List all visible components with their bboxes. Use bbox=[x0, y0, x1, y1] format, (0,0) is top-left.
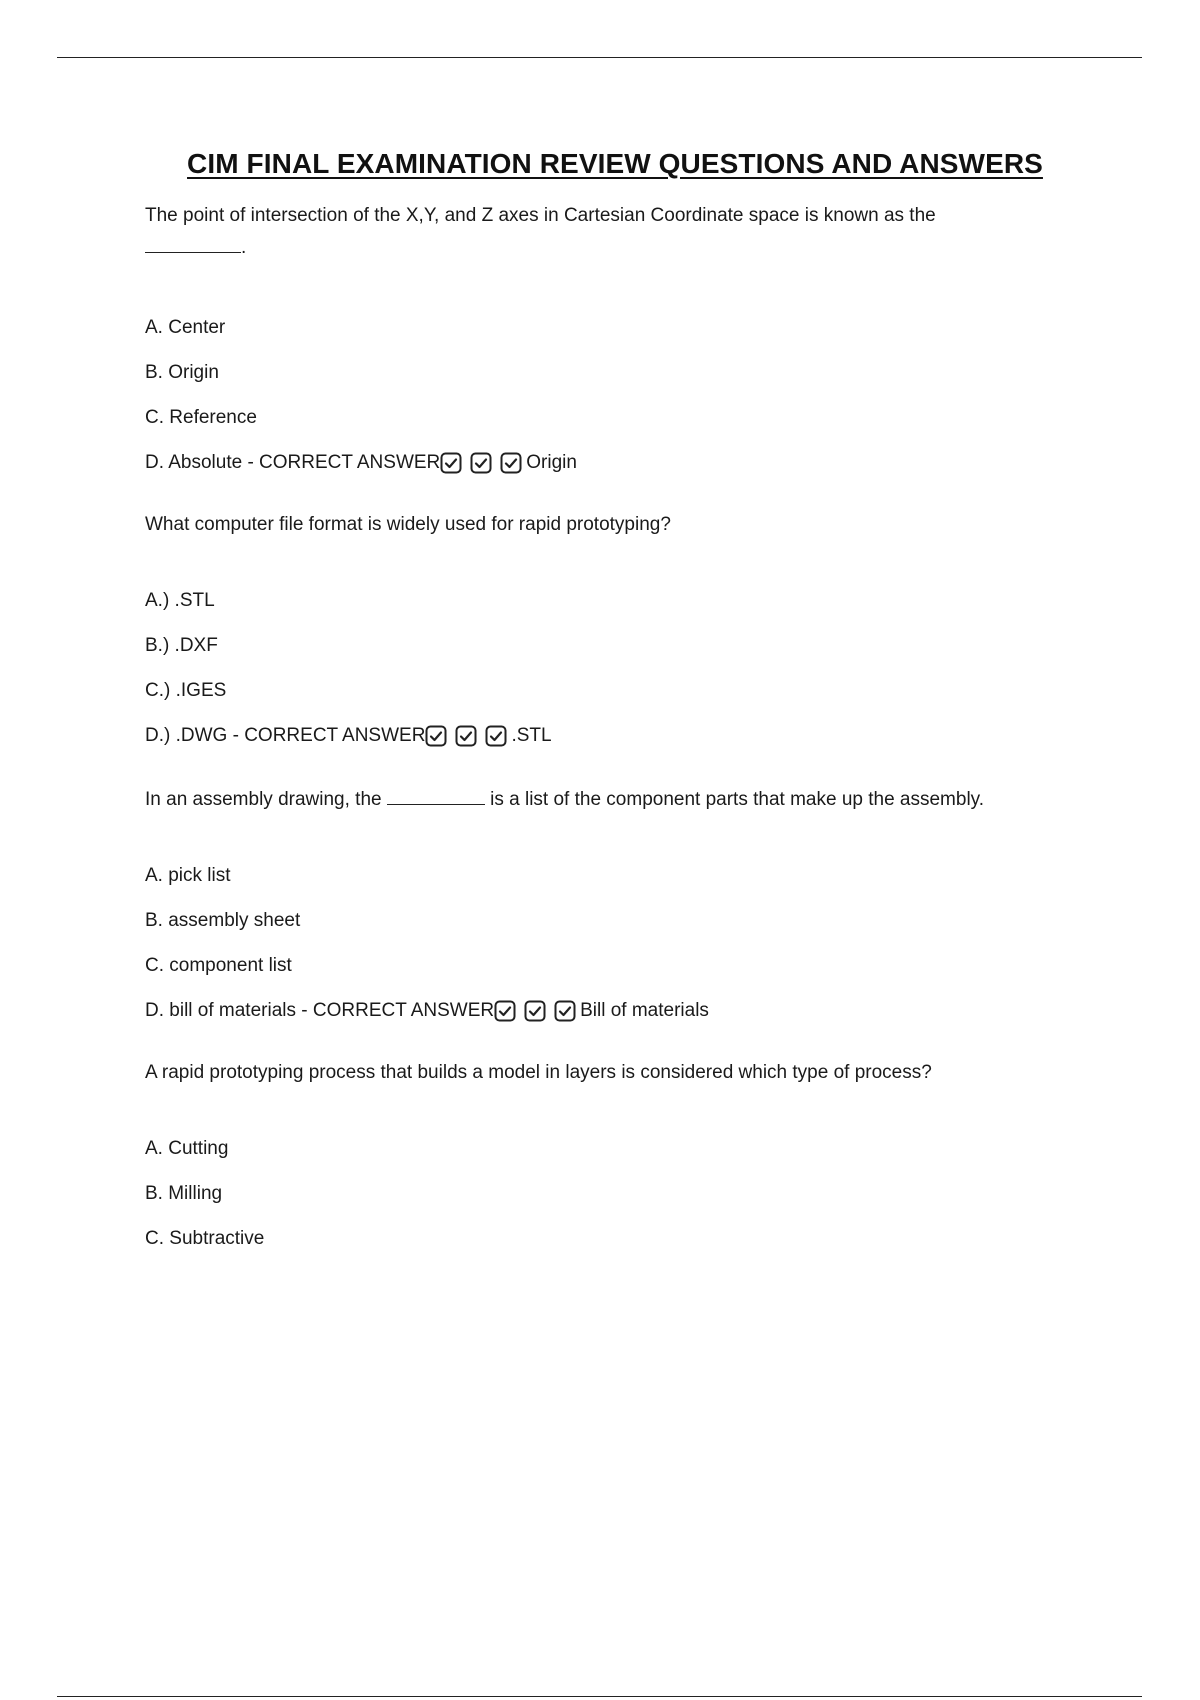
option-c: C. Reference bbox=[145, 407, 257, 428]
header-rule bbox=[57, 57, 1142, 58]
checkbox-checked-icon bbox=[470, 452, 492, 474]
checkbox-checked-icon bbox=[524, 1000, 546, 1022]
checkbox-checked-icon bbox=[554, 1000, 576, 1022]
option-a: A. pick list bbox=[145, 865, 231, 886]
option-d-with-answer bbox=[145, 451, 1105, 475]
correct-answer-text: .STL bbox=[511, 725, 552, 746]
correct-answer-text: Origin bbox=[526, 452, 577, 473]
document-body bbox=[145, 148, 1105, 1272]
option-d-with-answer bbox=[145, 724, 1105, 748]
option-a: A.) .STL bbox=[145, 590, 215, 611]
answer-blank bbox=[145, 234, 241, 253]
checkbox-checked-icon bbox=[485, 725, 507, 747]
option-c: C. Subtractive bbox=[145, 1228, 265, 1249]
question-block-4 bbox=[145, 1061, 1105, 1251]
question-text-segment: is a list of the component parts that make up the assembly. bbox=[490, 789, 985, 810]
correct-answer-text: Bill of materials bbox=[580, 1000, 709, 1021]
answer-blank bbox=[387, 786, 485, 805]
option-c: C.) .IGES bbox=[145, 680, 227, 701]
checkbox-checked-icon bbox=[455, 725, 477, 747]
checkbox-checked-icon bbox=[500, 452, 522, 474]
options-list-1 bbox=[145, 316, 1105, 475]
options-list-4 bbox=[145, 1137, 1105, 1251]
option-b: B.) .DXF bbox=[145, 635, 218, 656]
question-text-segment: . bbox=[241, 237, 247, 258]
options-list-3 bbox=[145, 864, 1105, 1023]
question-block-1 bbox=[145, 200, 1105, 475]
option-d: D.) .DWG - CORRECT ANSWER bbox=[145, 725, 426, 746]
option-d: D. Absolute - CORRECT ANSWER bbox=[145, 452, 441, 473]
option-a: A. Cutting bbox=[145, 1138, 229, 1159]
question-text-2: What computer file format is widely used for rapid prototyping? bbox=[145, 514, 671, 535]
checkbox-checked-icon bbox=[440, 452, 462, 474]
option-a: A. Center bbox=[145, 317, 226, 338]
question-block-2 bbox=[145, 513, 1105, 748]
checkbox-checked-icon bbox=[425, 725, 447, 747]
option-d-with-answer bbox=[145, 999, 1105, 1023]
option-d: D. bill of materials - CORRECT ANSWER bbox=[145, 1000, 495, 1021]
question-text-1 bbox=[145, 200, 1105, 264]
question-text-3 bbox=[145, 786, 1105, 812]
footer-rule bbox=[57, 1696, 1142, 1697]
option-b: B. assembly sheet bbox=[145, 910, 301, 931]
question-text-segment: The point of intersection of the X,Y, and Z axes in Cartesian Coordinate space is known as the bbox=[145, 205, 936, 226]
option-b: B. Origin bbox=[145, 362, 219, 383]
question-text-4: A rapid prototyping process that builds a model in layers is considered which type of process? bbox=[145, 1062, 932, 1083]
option-b: B. Milling bbox=[145, 1183, 223, 1204]
question-block-3 bbox=[145, 786, 1105, 1023]
options-list-2 bbox=[145, 589, 1105, 748]
checkbox-checked-icon bbox=[494, 1000, 516, 1022]
document-title: CIM FINAL EXAMINATION REVIEW QUESTIONS AND ANSWERS bbox=[187, 148, 1043, 179]
option-c: C. component list bbox=[145, 955, 292, 976]
question-text-segment: In an assembly drawing, the bbox=[145, 789, 382, 810]
